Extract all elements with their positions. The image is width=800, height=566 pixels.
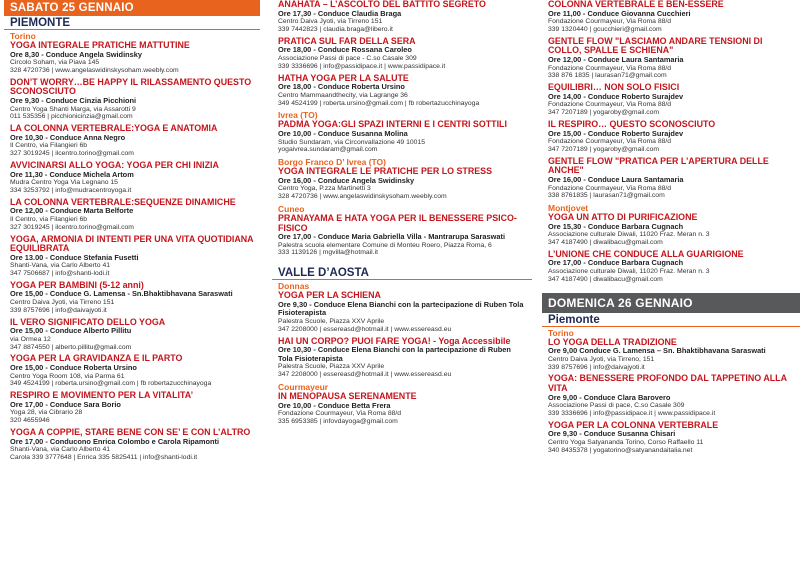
column-2 — [272, 0, 532, 566]
event-detail-line: Associazione Passi di pace - C.so Casale 309 — [278, 54, 417, 62]
event-title: DON’T WORRY…BE HAPPY IL RILASSAMENTO QUESTO SCONOSCIUTO — [10, 76, 252, 97]
event-detail-line: 347 7207189 | yogaroby@gmail.com — [548, 109, 660, 117]
event-time-teacher: Ore 16,00 - Conduce Laura Santamaria — [548, 174, 684, 184]
event-title: COLONNA VERTEBRALE E BEN-ESSERE — [548, 0, 724, 9]
event-title: HAI UN CORPO? PUOI FARE YOGA! - Yoga Accessibile — [278, 335, 511, 346]
event-detail-line: via Ormea 12 — [10, 335, 51, 343]
event-time-teacher: Ore 10,30 - Conduce Elena Bianchi con la partecipazione di Ruben Tola Fisioterapista — [278, 345, 511, 363]
city-heading: Cuneo — [278, 203, 305, 214]
event-detail-line: 349 4524199 | roberta.ursino@gmail.com | fb robertazucchinayoga — [278, 99, 480, 107]
event-entry — [272, 392, 532, 426]
event-detail-line: 327 3019245 | ilcentro.torino@gmail.com — [10, 150, 134, 158]
event-entry — [272, 0, 532, 34]
event-detail-line: 339 8757696 | info@daivajyoti.it — [10, 306, 107, 314]
event-entry — [272, 120, 532, 154]
event-detail-line: 334 3253792 | info@mudracentroyoga.it — [10, 186, 132, 194]
event-detail-line: Centro Mammaandthecity, via Lagrange 36 — [278, 91, 408, 99]
event-title: L’UNIONE CHE CONDUCE ALLA GUARIGIONE — [548, 248, 744, 259]
column-3 — [542, 0, 800, 566]
event-entry — [542, 157, 800, 200]
event-detail-line: Centro Yoga, P.zza Martinetti 3 — [278, 185, 371, 193]
event-title: IL VERO SIGNIFICATO DELLO YOGA — [10, 316, 166, 327]
event-detail-line: 347 4187490 | diwalibacu@gmail.com — [548, 275, 663, 283]
event-title: LA COLONNA VERTEBRALE:SEQUENZE DINAMICHE — [10, 196, 236, 207]
event-title: YOGA INTEGRALE LE PRATICHE PER LO STRESS — [278, 166, 493, 177]
event-time-teacher: Ore 15,00 - Conduce Alberto Pillitu — [10, 326, 132, 336]
event-title: GENTLE FLOW "PRATICA PER L’APERTURA DELLE ANCHE" — [548, 155, 769, 176]
event-detail-line: Associazione Passi di pace, C.so Casale 309 — [548, 402, 685, 410]
event-detail-line: 328 4720736 | www.angelaswidinskysoham.weebly.com — [10, 66, 179, 74]
event-entry — [272, 167, 532, 201]
event-detail-line: Yoga 28, via Cibrario 28 — [10, 409, 83, 417]
event-entry — [4, 281, 260, 315]
city-heading: Courmayeur — [278, 382, 329, 393]
event-time-teacher: Ore 12,00 - Conduce Laura Santamaria — [548, 54, 684, 64]
event-detail-line: 333 1139126 | mgvilla@hotmail.it — [278, 249, 378, 257]
event-detail-line: Associazione culturale Diwali, 11020 Fraz. Meran n. 3 — [548, 268, 710, 276]
event-detail-line: Centro Yoga Shanti Marga, via Assarotti 9 — [10, 105, 136, 113]
event-time-teacher: Ore 11,30 - Conduce Michela Artom — [10, 169, 134, 179]
event-title: ANAHATA – L’ASCOLTO DEL BATTITO SEGRETO — [278, 0, 486, 9]
event-detail-line: Fondazione Courmayeur, Via Roma 88/d — [548, 18, 672, 26]
event-time-teacher: Ore 16,00 - Conduce Angela Swidinsky — [278, 175, 415, 185]
event-detail-line: 328 4720736 | www.angelaswidinskysoham.weebly.com — [278, 193, 447, 201]
event-entry — [4, 161, 260, 195]
event-title: YOGA: BENESSERE PROFONDO DAL TAPPETINO ALLA VITA — [548, 373, 787, 394]
event-entry — [4, 354, 260, 388]
day-banner: DOMENICA 26 GENNAIO — [542, 293, 800, 313]
event-entry — [542, 338, 800, 372]
event-detail-line: yogaivrea.sundaram@gmail.com — [278, 146, 378, 154]
event-title: YOGA PER LA GRAVIDANZA E IL PARTO — [10, 353, 183, 364]
event-detail-line: 347 2208000 | essereasd@hotmail.it | www.essereasd.eu — [278, 325, 452, 333]
event-detail-line: 347 7506687 | info@shanti-lodi.it — [10, 270, 110, 278]
event-entry — [4, 428, 260, 462]
event-detail-line: Fondazione Courmayeur, Via Roma 88/d — [278, 410, 402, 418]
event-entry — [4, 235, 260, 278]
event-time-teacher: Ore 15,00 - Conduce Roberta Ursino — [10, 363, 137, 373]
event-entry — [4, 41, 260, 75]
event-detail-line: Palestra scuola elementare Comune di Monteu Roero, Piazza Roma, 6 — [278, 241, 492, 249]
event-detail-line: 339 3336696 | info@passidipace.it | www.passidipace.it — [278, 62, 446, 70]
event-time-teacher: Ore 9,30 - Conduce Elena Bianchi con la partecipazione di Ruben Tola Fisioterapista — [278, 299, 524, 318]
event-detail-line: Centro Daiva Jyoti, via Tirreno, 151 — [548, 355, 655, 363]
event-detail-line: Centro Yoga Room 108, via Parma 61 — [10, 372, 125, 380]
event-detail-line: Palestra Scuole, Piazza XXV Aprile — [278, 318, 385, 326]
event-title: LO YOGA DELLA TRADIZIONE — [548, 336, 677, 347]
event-detail-line: Fondazione Courmayeur, Via Roma 88/d — [548, 64, 672, 72]
event-title: GENTLE FLOW "LASCIAMO ANDARE TENSIONI DI COLLO, SPALLE E SCHIENA" — [548, 35, 763, 56]
event-time-teacher: Ore 18,00 - Conduce Rossana Caroleo — [278, 45, 412, 55]
event-detail-line: 338 876 1835 | laurasan71@gmail.com — [548, 72, 667, 80]
event-detail-line: 339 7442823 | claudia.braga@libero.it — [278, 25, 393, 33]
event-time-teacher: Ore 14,00 - Conduce Roberto Surajdev — [548, 91, 684, 101]
event-detail-line: Carola 339 3777648 | Enrica 335 5825411 | info@shanti-lodi.it — [10, 453, 198, 461]
event-title: IN MENOPAUSA SERENAMENTE — [278, 391, 417, 402]
event-detail-line: Circolo Soham, via Piava 145 — [10, 59, 100, 67]
event-entry — [4, 318, 260, 352]
event-detail-line: 340 8435378 | yogatorino@satyanandaitalia.net — [548, 446, 693, 454]
city-heading: Borgo Franco D’ Ivrea (TO) — [278, 157, 387, 168]
event-detail-line: Shanti-Vana, via Carlo Alberto 41 — [10, 446, 110, 454]
event-detail-line: 339 3336696 | info@passidipace.it | www.passidipace.it — [548, 410, 716, 418]
event-entry — [272, 291, 532, 333]
event-title: YOGA INTEGRALE PRATICHE MATTUTINE — [10, 40, 190, 50]
column-1 — [4, 0, 260, 566]
city-heading: Montjovet — [548, 203, 589, 214]
event-time-teacher: Ore 17,00 - Conduce Sara Borio — [10, 399, 121, 409]
event-time-teacher: Ore 10,00 - Conduce Betta Frera — [278, 400, 391, 410]
event-title: PRATICA SUL FAR DELLA SERA — [278, 35, 416, 46]
event-detail-line: Il Centro, via Filangieri 6b — [10, 215, 88, 223]
city-heading: Torino — [10, 31, 36, 41]
event-title: YOGA, ARMONIA DI INTENTI PER UNA VITA QUOTIDIANA EQUILIBRATA — [10, 233, 254, 254]
event-detail-line: 347 7207189 | yogaroby@gmail.com — [548, 145, 660, 153]
city-heading: Donnas — [278, 281, 310, 292]
event-entry — [542, 374, 800, 417]
event-detail-line: 347 8874550 | alberto.pillitu@gmail.com — [10, 343, 132, 351]
event-time-teacher: Ore 9,30 - Conduce Susanna Chisari — [548, 429, 676, 439]
event-time-teacher: Ore 18,00 - Conduce Roberta Ursino — [278, 82, 405, 92]
event-entry — [4, 198, 260, 232]
event-detail-line: Fondazione Courmayeur, Via Roma 88/d — [548, 138, 672, 146]
event-title: YOGA PER BAMBINI (5-12 anni) — [10, 279, 144, 290]
event-entry — [4, 391, 260, 425]
event-time-teacher: Ore 8,30 - Conduce Angela Swidinsky — [10, 49, 142, 59]
event-detail-line: Associazione culturale Diwali, 11020 Fraz. Meran n. 3 — [548, 231, 710, 239]
event-entry — [542, 250, 800, 284]
event-entry — [272, 337, 532, 379]
event-time-teacher: Ore 9,00 Conduce G. Lamensa – Sn. Bhaktibhavana Saraswati — [548, 346, 766, 356]
event-time-teacher: Ore 15,00 - Conduce G. Lamensa - Sn.Bhaktibhavana Saraswati — [10, 289, 233, 299]
event-title: PRANAYAMA E HATA YOGA PER IL BENESSERE PSICO-FISICO — [278, 212, 517, 233]
event-title: YOGA A COPPIE, STARE BENE CON SE’ E CON L’ALTRO — [10, 427, 251, 437]
event-title: HATHA YOGA PER LA SALUTE — [278, 72, 409, 83]
event-detail-line: 339 1320440 | gcucchieri@gmail.com — [548, 25, 662, 33]
event-time-teacher: Ore 17,00 - Conducono Enrica Colombo e Carola Ripamonti — [10, 436, 220, 446]
event-time-teacher: Ore 17,30 - Conduce Claudia Braga — [278, 8, 402, 18]
event-detail-line: 347 4187490 | diwalibacu@gmail.com — [548, 239, 663, 247]
event-detail-line: Studio Sundaram, via Circonvallazione 49 10015 — [278, 138, 425, 146]
event-entry — [542, 83, 800, 117]
event-time-teacher: Ore 13.00 - Conduce Stefania Fusetti — [10, 252, 139, 262]
event-detail-line: Centro Yoga Satyananda Torino, Corso Raffaello 11 — [548, 439, 704, 446]
event-entry — [272, 214, 532, 257]
event-title: AVVICINARSI ALLO YOGA: YOGA PER CHI INIZIA — [10, 159, 219, 170]
event-detail-line: Centro Daiva Jyoti, via Tirreno 151 — [10, 299, 115, 307]
city-heading: Torino — [548, 327, 574, 338]
event-detail-line: 349 4524199 | roberta.ursino@gmail.com | fb robertazucchinayoga — [10, 380, 212, 388]
event-entry — [272, 74, 532, 108]
event-title: YOGA PER LA SCHIENA — [278, 290, 381, 301]
event-time-teacher: Ore 9,00 - Conduce Clara Barovero — [548, 392, 671, 402]
event-detail-line: Fondazione Courmayeur, Via Roma 88/d — [548, 184, 672, 192]
event-detail-line: 339 8757696 | info@daivajyoti.it — [548, 363, 645, 371]
event-detail-line: 011 535356 | picchionicinzia@gmail.com — [10, 113, 133, 121]
event-detail-line: Fondazione Courmayeur, Via Roma 88/d — [548, 101, 672, 109]
event-entry — [542, 421, 800, 455]
event-title: RESPIRO E MOVIMENTO PER LA VITALITA’ — [10, 390, 194, 401]
event-time-teacher: Ore 10,30 - Conduce Anna Negro — [10, 132, 126, 142]
region-heading: Piemonte — [542, 314, 800, 327]
day-banner: SABATO 25 GENNAIO — [4, 0, 260, 16]
event-detail-line: 338 8761835 | laurasan71@gmail.com — [548, 192, 665, 200]
event-time-teacher: Ore 12,00 - Conduce Marta Belforte — [10, 206, 134, 216]
event-time-teacher: Ore 9,30 - Conduce Cinzia Picchioni — [10, 95, 137, 105]
event-entry — [4, 78, 260, 121]
event-entry — [4, 124, 260, 158]
event-detail-line: Il Centro, via Filangieri 6b — [10, 142, 88, 150]
event-detail-line: Mudra Centro Yoga Via Legnano 15 — [10, 179, 118, 187]
event-entry — [542, 0, 800, 34]
event-detail-line: Centro Daiva Jyoti, via Tirreno 151 — [278, 18, 383, 26]
event-time-teacher: Ore 15,00 - Conduce Roberto Surajdev — [548, 128, 684, 138]
event-title: IL RESPIRO… QUESTO SCONOSCIUTO — [548, 118, 716, 129]
event-entry — [542, 213, 800, 247]
event-detail-line: Shanti-Vana, via Carlo Alberto 41 — [10, 262, 110, 270]
event-time-teacher: Ore 15,30 - Conduce Barbara Cugnach — [548, 221, 684, 231]
event-entry — [542, 37, 800, 80]
event-title: EQUILIBRI… NON SOLO FISICI — [548, 82, 680, 93]
event-detail-line: 320 4655946 — [10, 417, 50, 425]
event-entry — [542, 120, 800, 154]
event-detail-line: 347 2208000 | essereasd@hotmail.it | www.essereasd.eu — [278, 371, 452, 379]
event-title: LA COLONNA VERTEBRALE:YOGA E ANATOMIA — [10, 123, 218, 134]
section-spacer — [272, 260, 532, 266]
event-detail-line: 327 3019245 | ilcentro.torino@gmail.com — [10, 223, 134, 231]
city-heading: Ivrea (TO) — [278, 110, 318, 121]
event-title: PADMA YOGA:GLI SPAZI INTERNI E I CENTRI SOTTILI — [278, 119, 507, 130]
region-heading: PIEMONTE — [4, 17, 260, 30]
event-time-teacher: Ore 17,00 - Conduce Maria Gabriella Villa - Mantrarupa Saraswati — [278, 232, 506, 242]
event-time-teacher: Ore 17,00 - Conduce Barbara Cugnach — [548, 258, 684, 268]
event-time-teacher: Ore 11,00 - Conduce Giovanna Cucchieri — [548, 8, 691, 18]
event-title: YOGA PER LA COLONNA VERTEBRALE — [548, 419, 719, 430]
event-entry — [272, 37, 532, 71]
event-time-teacher: Ore 10,00 - Conduce Susanna Molina — [278, 128, 408, 138]
event-detail-line: Palestra Scuole, Piazza XXV Aprile — [278, 363, 385, 371]
event-detail-line: 335 6953385 | infovdayoga@gmail.com — [278, 418, 398, 426]
region-heading: VALLE D’AOSTA — [272, 267, 532, 280]
event-title: YOGA UN ATTO DI PURIFICAZIONE — [548, 212, 698, 223]
